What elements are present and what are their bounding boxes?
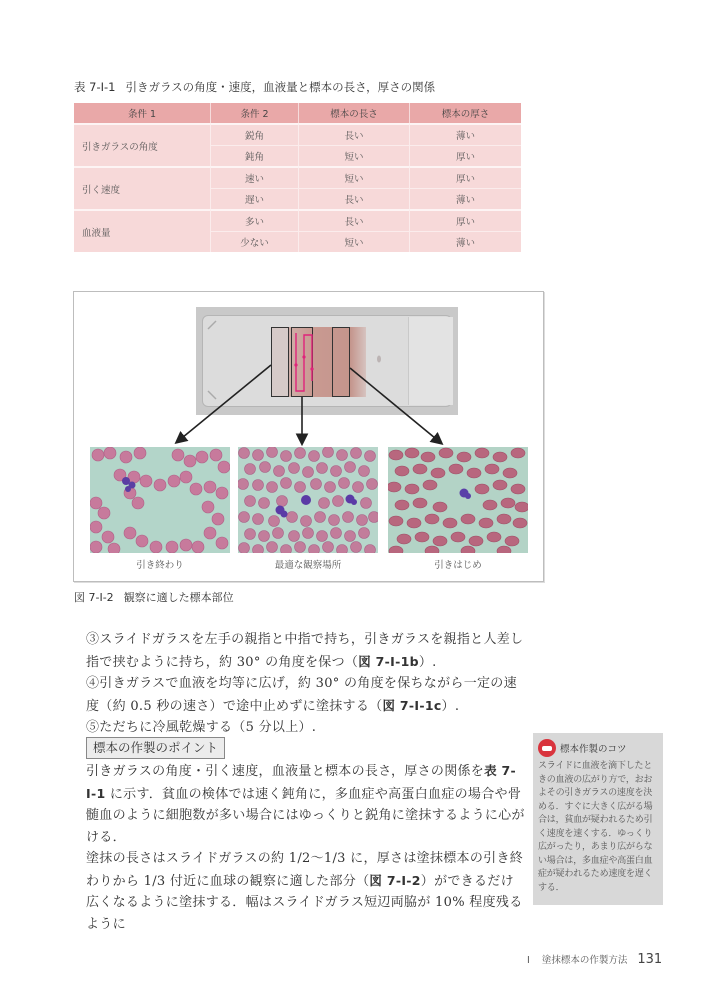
section-heading-points: 標本の作製のポイント [86, 737, 225, 759]
pointer-arrows [73, 291, 544, 451]
table-cell-thickness: 厚い [410, 209, 521, 231]
micrograph-optimal [238, 447, 378, 553]
table-cell-length: 短い [299, 145, 410, 166]
procedure-steps [86, 629, 526, 739]
table-header-cell: 条件 1 [74, 103, 211, 123]
figure-ref-link[interactable]: 図 7-I-1b [358, 653, 419, 669]
step-4-text-end: ）. [441, 698, 460, 714]
micrograph-label-start: 引きはじめ [434, 560, 482, 571]
table-cell-condition2: 少ない [211, 231, 299, 252]
micrograph-start [388, 447, 528, 553]
table-cell-condition2: 多い [211, 209, 299, 231]
micrograph-end [90, 447, 230, 553]
table-cell-thickness: 薄い [410, 123, 521, 145]
table-cell-thickness: 薄い [410, 231, 521, 252]
table-cell-length: 長い [299, 209, 410, 231]
tip-sidebar [533, 733, 663, 905]
table-caption [74, 79, 435, 95]
table-caption-number: 表 7-I-1 [74, 80, 116, 94]
table-cell-condition1: 引く速度 [74, 166, 211, 209]
conditions-table [74, 103, 521, 252]
page-footer [527, 952, 662, 967]
points-paragraphs [86, 760, 526, 935]
micrograph-label-optimal: 最適な観察場所 [274, 560, 342, 571]
paragraph-text: 塗抹の長さはスライドガラスの約 1/2〜1/3 に，厚さは塗抹標本の引き終わりから 1/3 付近に血球の観察に適した部分（ [86, 851, 524, 889]
micrograph-label-end: 引き終わり [136, 560, 184, 571]
table-cell-condition2: 鈍角 [211, 145, 299, 166]
step-3 [86, 629, 526, 673]
paragraph-text: 引きガラスの角度・引く速度，血液量と標本の長さ，厚さの関係を [86, 764, 485, 779]
table-header-cell: 標本の長さ [299, 103, 410, 123]
pointing-hand-icon [538, 739, 556, 757]
figure-ref-link[interactable]: 図 7-I-1c [382, 697, 442, 713]
paragraph-text-end: に示す．貧血の検体では速く鈍角に，多血症や高蛋白血症の場合や骨髄血のように細胞数が多い場合にはゆっくりと鋭角に塗抹するように心がける． [86, 786, 525, 845]
step-4-text: ④引きガラスで血液を均等に広げ，約 30° の角度を保ちながら一定の速度（約 0.5 秒の速さ）で途中止めずに塗抹する（ [86, 676, 517, 714]
step-4 [86, 673, 526, 717]
footer-section-title: 塗抹標本の作製方法 [541, 955, 628, 966]
table-cell-thickness: 薄い [410, 188, 521, 209]
table-header-cell: 標本の厚さ [410, 103, 521, 123]
table-cell-length: 短い [299, 231, 410, 252]
table-cell-condition2: 速い [211, 166, 299, 188]
table-ref-link[interactable]: 表 7-I-1 [86, 763, 517, 801]
footer-section-number: I [527, 955, 530, 966]
table-row [74, 209, 521, 231]
table-cell-thickness: 厚い [410, 166, 521, 188]
figure-caption [74, 589, 234, 605]
tip-title: 標本作製のコツ [560, 744, 627, 755]
figure-ref-link[interactable]: 図 7-I-2 [369, 872, 421, 888]
step-3-text-end: ）. [418, 654, 437, 670]
tip-header [538, 739, 658, 757]
table-row [74, 123, 521, 145]
arrow-to-end [177, 365, 271, 442]
table-cell-length: 長い [299, 123, 410, 145]
tip-text: スライドに血液を滴下したときの血液の広がり方で，おおよその引きガラスの速度を決める．すぐに大きく広がる場合は，貧血が疑われるため引く速度を速くする．ゆっくり広がったり，あまり広がらない場合は，多血症や高蛋白血症が疑われるため速度を遅くする． [538, 761, 653, 893]
paragraph-relationship [86, 760, 526, 848]
table-cell-condition1: 血液量 [74, 209, 211, 252]
table-header-row [74, 103, 521, 123]
step-3-text: ③スライドガラスを左手の親指と中指で持ち，引きガラスを親指と人差し指で挟むように持ち，約 30° の角度を保つ（ [86, 632, 524, 670]
arrow-to-start [350, 368, 441, 443]
figure-caption-number: 図 7-I-2 [74, 591, 114, 604]
table-cell-length: 長い [299, 188, 410, 209]
table-cell-condition1: 引きガラスの角度 [74, 123, 211, 166]
table-caption-title: 引きガラスの角度・速度，血液量と標本の長さ，厚さの関係 [125, 80, 436, 94]
paragraph-text-end: ）ができるだけ広くなるように塗抹する．幅はスライドガラス短辺両脇が 10% 程度残るように [86, 873, 523, 932]
table-row [74, 166, 521, 188]
table-cell-condition2: 遅い [211, 188, 299, 209]
table-cell-thickness: 厚い [410, 145, 521, 166]
page-number: 131 [637, 952, 663, 967]
table-cell-length: 短い [299, 166, 410, 188]
step-5: ⑤ただちに冷風乾燥する（5 分以上）. [86, 720, 317, 735]
figure-caption-title: 観察に適した標本部位 [123, 591, 234, 604]
table-cell-condition2: 鋭角 [211, 123, 299, 145]
table-header-cell: 条件 2 [211, 103, 299, 123]
paragraph-length-width [86, 848, 526, 935]
